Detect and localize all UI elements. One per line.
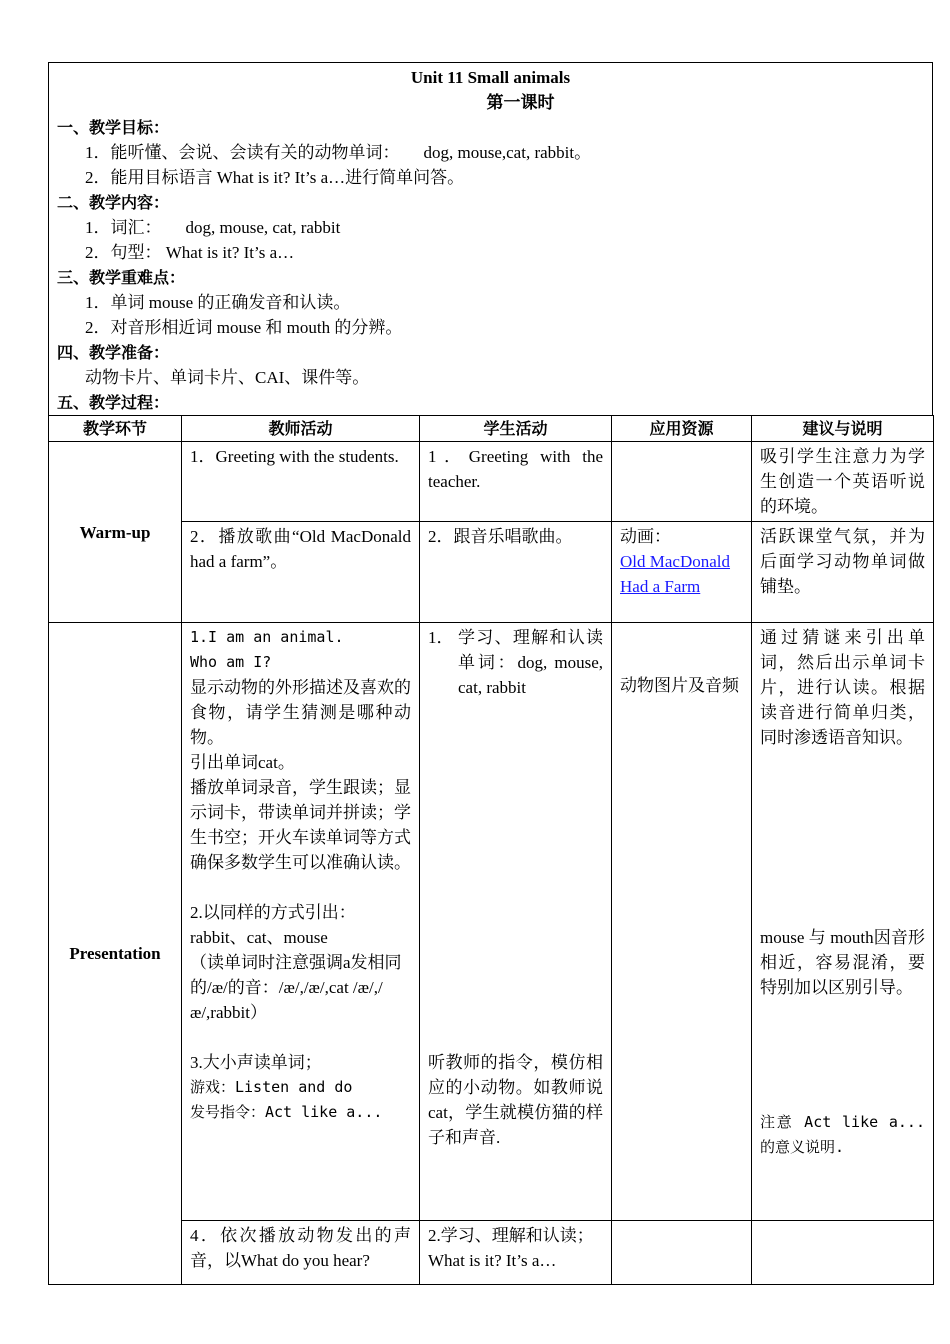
presentation-teacher-1 <box>182 623 420 1221</box>
table-row <box>49 442 934 522</box>
note-riddle: 通过猜谜来引出单词，然后出示单词卡片，进行认读。根据读音进行简单归类，同时渗透语音知识。 <box>760 628 925 747</box>
resource-animal-media: 动物图片及音频 <box>620 676 739 695</box>
warmup-resource-2 <box>612 522 752 623</box>
riddle-line-2: Who am I? <box>190 653 272 671</box>
resource-label: 动画： <box>620 527 671 546</box>
warmup-teacher-2: 2．播放歌曲“Old MacDonald had a farm”。 <box>182 522 420 623</box>
goal-2: 2．能用目标语言 What is it? It’s a…进行简单问答。 <box>85 168 465 187</box>
process-table <box>48 415 934 1285</box>
song-link[interactable]: Old MacDonald Had a Farm <box>620 552 731 596</box>
presentation-note-2 <box>752 1221 934 1285</box>
warmup-resource-1 <box>612 442 752 522</box>
stage-presentation: Presentation <box>49 623 182 1285</box>
presentation-teacher-2: 4．依次播放动物发出的声音，以What do you hear? <box>182 1221 420 1285</box>
table-row <box>49 623 934 1221</box>
note-act-like: 注意 Act like a...的意义说明. <box>760 1113 925 1156</box>
table-row <box>49 522 934 623</box>
note-mouse-mouth: mouse 与 mouth因音形相近，容易混淆，要特别加以区别引导。 <box>760 928 925 997</box>
section-heading-goals: 一、教学目标： <box>57 118 170 137</box>
presentation-student-1 <box>420 623 612 1221</box>
header-teacher: 教师活动 <box>182 416 420 442</box>
section-heading-keypoints: 三、教学重难点： <box>57 268 186 287</box>
introduce-cat: 引出单词cat。 <box>190 753 295 772</box>
prep-1: 动物卡片、单词卡片、CAI、课件等。 <box>85 368 370 387</box>
game-command: 发号指令：Act like a... <box>190 1103 383 1121</box>
header-stage: 教学环节 <box>49 416 182 442</box>
riddle-line-1: 1.I am an animal. <box>190 628 344 646</box>
phonics-note: （读单词时注意强调a发相同的/æ/的音：/æ/,/æ/,cat /æ/,/æ/,rabbit） <box>190 953 402 1022</box>
header-student: 学生活动 <box>420 416 612 442</box>
student-item-1: 1． 学习、理解和认读单词：dog, mouse, cat, rabbit <box>428 625 603 700</box>
header-note: 建议与说明 <box>752 416 934 442</box>
lesson-subtitle: 第一课时 <box>486 93 555 112</box>
presentation-note-1 <box>752 623 934 1221</box>
table-header-row <box>49 416 934 442</box>
section-heading-content: 二、教学内容： <box>57 193 170 212</box>
unit-title: Unit 11 Small animals <box>410 68 571 87</box>
section-heading-process: 五、教学过程： <box>57 393 170 412</box>
header-resource: 应用资源 <box>612 416 752 442</box>
presentation-student-2: 2.学习、理解和认读；What is it? It’s a… <box>420 1221 612 1285</box>
stage-warmup: Warm-up <box>49 442 182 623</box>
goal-1: 1．能听懂、会说、会读有关的动物单词： dog, mouse,cat, rabbit。 <box>85 143 592 162</box>
content-1: 1．词汇： dog, mouse, cat, rabbit <box>85 218 341 237</box>
same-way: 2.以同样的方式引出： <box>190 903 356 922</box>
table-row <box>49 1221 934 1285</box>
word-list: rabbit、cat、mouse <box>190 928 328 947</box>
word-practice: 播放单词录音，学生跟读；显示词卡，带读单词并拼读；学生书空；开火车读单词等方式确保多数学生可以准确认读。 <box>190 778 411 872</box>
content-2: 2．句型： What is it? It’s a… <box>85 243 295 262</box>
game-title: 游戏：Listen and do <box>190 1078 353 1096</box>
warmup-note-1: 吸引学生注意力为学生创造一个英语听说的环境。 <box>752 442 934 522</box>
warmup-student-1: 1．Greeting with the teacher. <box>420 442 612 522</box>
warmup-note-2: 活跃课堂气氛，并为后面学习动物单词做铺垫。 <box>752 522 934 623</box>
lesson-plan <box>48 62 933 1285</box>
presentation-resource-1 <box>612 623 752 1221</box>
warmup-student-2: 2．跟音乐唱歌曲。 <box>420 522 612 623</box>
loud-soft: 3.大小声读单词； <box>190 1053 322 1072</box>
keypoint-1: 1．单词 mouse 的正确发音和认读。 <box>85 293 351 312</box>
section-heading-prep: 四、教学准备： <box>57 343 170 362</box>
riddle-desc: 显示动物的外形描述及喜欢的食物，请学生猜测是哪种动物。 <box>190 678 411 747</box>
student-learn-words: 学习、理解和认读单词：dog, mouse, cat, rabbit <box>458 628 603 697</box>
lesson-header <box>48 62 933 415</box>
student-act: 听教师的指令，模仿相应的小动物。如教师说cat，学生就模仿猫的样子和声音. <box>428 1053 603 1147</box>
keypoint-2: 2．对音形相近词 mouse 和 mouth 的分辨。 <box>85 318 403 337</box>
presentation-resource-2 <box>612 1221 752 1285</box>
warmup-teacher-1: 1．Greeting with the students. <box>182 442 420 522</box>
